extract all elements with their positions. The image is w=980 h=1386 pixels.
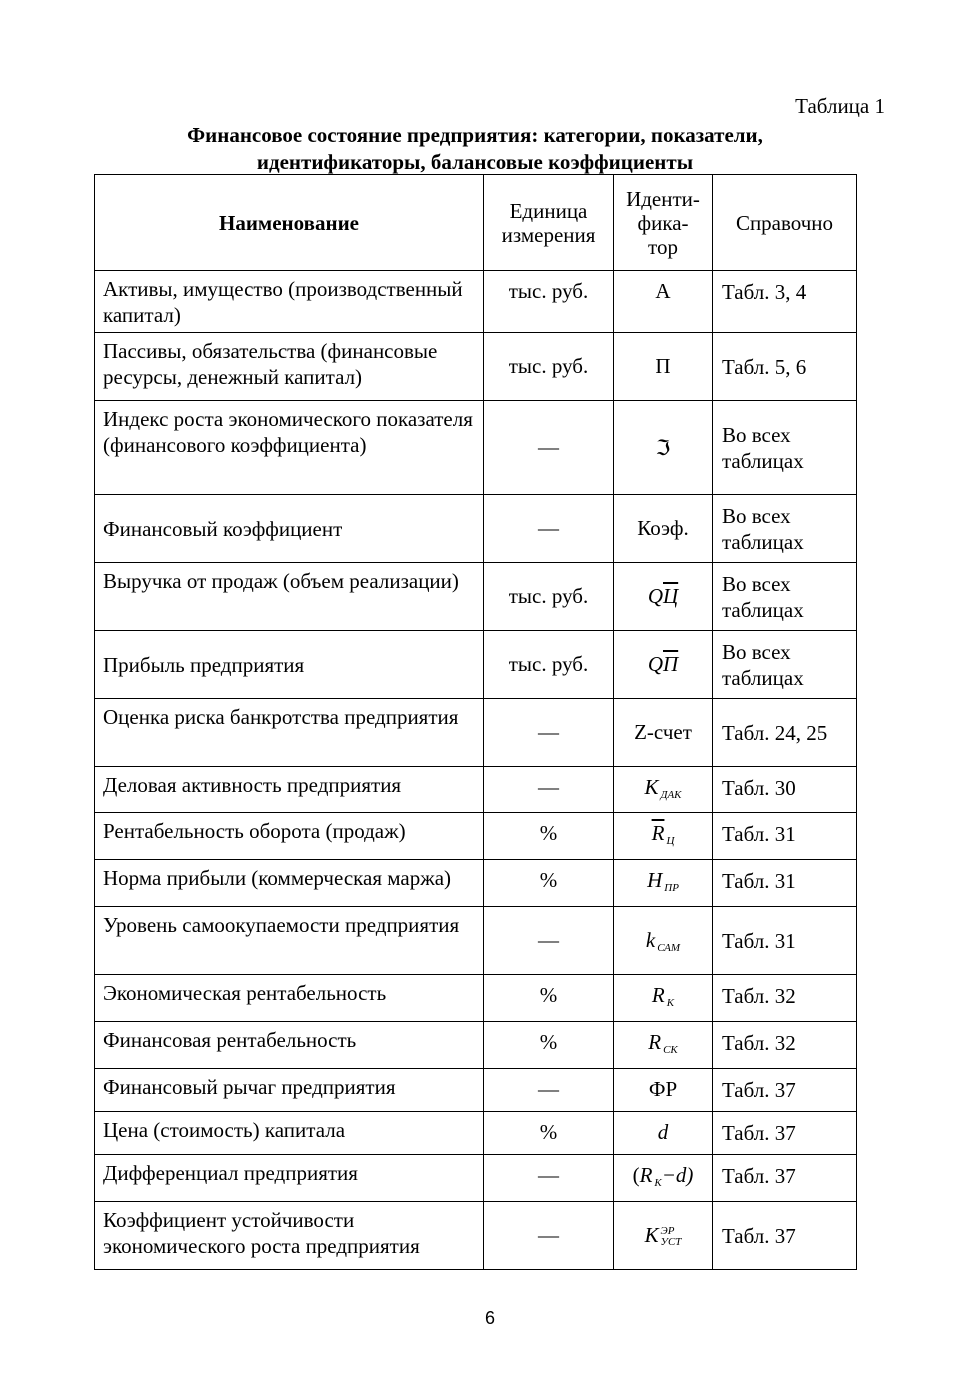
row-unit: %: [484, 975, 614, 1022]
row-unit: —: [484, 1155, 614, 1202]
header-identifier: [614, 175, 713, 271]
title-line-1: Финансовое состояние предприятия: категории, показатели,: [187, 123, 763, 147]
row-name: Пассивы, обязательства (финансовые ресурсы, денежный капитал): [95, 333, 484, 401]
ident-main: Н: [647, 868, 663, 892]
table-row: [95, 907, 857, 975]
row-reference: Во всех таблицах: [713, 495, 857, 563]
table-row: [95, 1022, 857, 1069]
row-unit: %: [484, 860, 614, 907]
row-unit: %: [484, 813, 614, 860]
row-name: Дифференциал предприятия: [95, 1155, 484, 1202]
table-row: [95, 401, 857, 495]
ident-main: $\overline{R}$: [651, 821, 665, 845]
row-unit: %: [484, 1022, 614, 1069]
table-row: [95, 767, 857, 813]
header-ident-line-2: фика-: [637, 210, 689, 235]
row-identifier: [614, 860, 713, 907]
table-label: Таблица 1: [795, 94, 885, 118]
row-identifier: [614, 767, 713, 813]
row-identifier: [614, 907, 713, 975]
row-reference: Табл. 37: [713, 1069, 857, 1112]
row-unit: %: [484, 1112, 614, 1155]
row-identifier: [614, 1202, 713, 1270]
row-identifier: [614, 1022, 713, 1069]
row-unit: тыс. руб.: [484, 333, 614, 401]
ident-main: К: [644, 1222, 659, 1247]
row-name: Финансовый коэффициент: [95, 495, 484, 563]
row-reference: Табл. 31: [713, 813, 857, 860]
row-reference: Табл. 5, 6: [713, 333, 857, 401]
ident-main: К: [644, 775, 659, 799]
header-unit-line-2: измерения: [501, 222, 596, 247]
header-name: Наименование: [95, 175, 484, 271]
row-identifier: ФР: [614, 1069, 713, 1112]
row-reference: Табл. 37: [713, 1202, 857, 1270]
ident-rest: −d): [661, 1163, 694, 1187]
table-row: [95, 631, 857, 699]
ident-main: Q: [647, 584, 663, 608]
row-reference: Табл. 32: [713, 1022, 857, 1069]
row-unit: тыс. руб.: [484, 631, 614, 699]
row-identifier: П: [614, 333, 713, 401]
row-name: Уровень самоокупаемости предприятия: [95, 907, 484, 975]
header-unit: [484, 175, 614, 271]
header-ident-line-1: Иденти-: [626, 186, 700, 211]
row-identifier: Z-счет: [614, 699, 713, 767]
table-row: [95, 1202, 857, 1270]
ident-main: R: [639, 1163, 653, 1187]
header-ident-line-3: тор: [648, 234, 678, 259]
row-unit: тыс. руб.: [484, 563, 614, 631]
ident-subscript: К: [666, 997, 675, 1009]
table-row: [95, 699, 857, 767]
ident-main: R: [651, 983, 665, 1007]
row-name: Оценка риска банкротства предприятия: [95, 699, 484, 767]
row-identifier: [614, 563, 713, 631]
table-row: [95, 813, 857, 860]
row-identifier: Коэф.: [614, 495, 713, 563]
table-row: [95, 860, 857, 907]
row-unit: —: [484, 1069, 614, 1112]
table-row: [95, 333, 857, 401]
row-identifier: [614, 975, 713, 1022]
table-row: [95, 495, 857, 563]
row-reference: Табл. 37: [713, 1155, 857, 1202]
ident-subscript: Ц: [666, 835, 675, 847]
table-title: [94, 122, 856, 176]
ident-subscript: ДАК: [660, 789, 682, 801]
row-name: Выручка от продаж (объем реализации): [95, 563, 484, 631]
ident-main: R: [648, 1030, 662, 1054]
ident-superscript: ЭР: [660, 1225, 675, 1238]
row-name: Норма прибыли (коммерческая маржа): [95, 860, 484, 907]
row-reference: Во всех таблицах: [713, 401, 857, 495]
ident-subscript: УСТ: [660, 1236, 682, 1249]
table-row: [95, 563, 857, 631]
row-name: Активы, имущество (производственный капитал): [95, 271, 484, 333]
row-identifier: [614, 631, 713, 699]
row-unit: тыс. руб.: [484, 271, 614, 333]
row-unit: —: [484, 495, 614, 563]
row-name: Экономическая рентабельность: [95, 975, 484, 1022]
ident-subscript: ПР: [664, 882, 679, 894]
ident-subscript: К: [654, 1177, 662, 1189]
page-number: 6: [484, 1308, 495, 1328]
row-name: Финансовый рычаг предприятия: [95, 1069, 484, 1112]
ident-overline: Ц: [663, 584, 679, 608]
ident-main: Q: [647, 652, 663, 676]
row-name: Коэффициент устойчивости экономического роста предприятия: [95, 1202, 484, 1270]
table-row: [95, 1069, 857, 1112]
row-reference: Табл. 31: [713, 860, 857, 907]
row-name: Финансовая рентабельность: [95, 1022, 484, 1069]
ident-subscript: СК: [663, 1044, 678, 1056]
row-reference: Табл. 32: [713, 975, 857, 1022]
ident-main: k: [645, 927, 656, 952]
row-identifier: d: [614, 1112, 713, 1155]
row-unit: —: [484, 699, 614, 767]
row-name: Цена (стоимость) капитала: [95, 1112, 484, 1155]
row-name: Рентабельность оборота (продаж): [95, 813, 484, 860]
table-row: [95, 271, 857, 333]
row-identifier: А: [614, 271, 713, 333]
row-unit: —: [484, 907, 614, 975]
title-line-2: идентификаторы, балансовые коэффициенты: [256, 150, 694, 174]
row-reference: Во всех таблицах: [713, 631, 857, 699]
table-row: [95, 1155, 857, 1202]
row-reference: Табл. 37: [713, 1112, 857, 1155]
row-identifier: [614, 813, 713, 860]
header-reference: Справочно: [713, 175, 857, 271]
ident-open-paren: (: [632, 1163, 640, 1187]
row-identifier: ℑ: [614, 401, 713, 495]
row-reference: Табл. 31: [713, 907, 857, 975]
row-unit: —: [484, 401, 614, 495]
row-unit: —: [484, 767, 614, 813]
ident-subscript: САМ: [657, 941, 681, 954]
row-identifier: [614, 1155, 713, 1202]
row-reference: Табл. 3, 4: [713, 271, 857, 333]
row-reference: Во всех таблицах: [713, 563, 857, 631]
row-reference: Табл. 30: [713, 767, 857, 813]
row-reference: Табл. 24, 25: [713, 699, 857, 767]
indicators-table: [94, 174, 857, 1270]
row-name: Индекс роста экономического показателя (финансового коэффициента): [95, 401, 484, 495]
table-header-row: [95, 175, 857, 271]
row-unit: —: [484, 1202, 614, 1270]
ident-overline: П: [663, 652, 679, 676]
table-row: [95, 975, 857, 1022]
table-row: [95, 1112, 857, 1155]
header-unit-line-1: Единица: [509, 198, 588, 223]
row-name: Прибыль предприятия: [95, 631, 484, 699]
row-name: Деловая активность предприятия: [95, 767, 484, 813]
